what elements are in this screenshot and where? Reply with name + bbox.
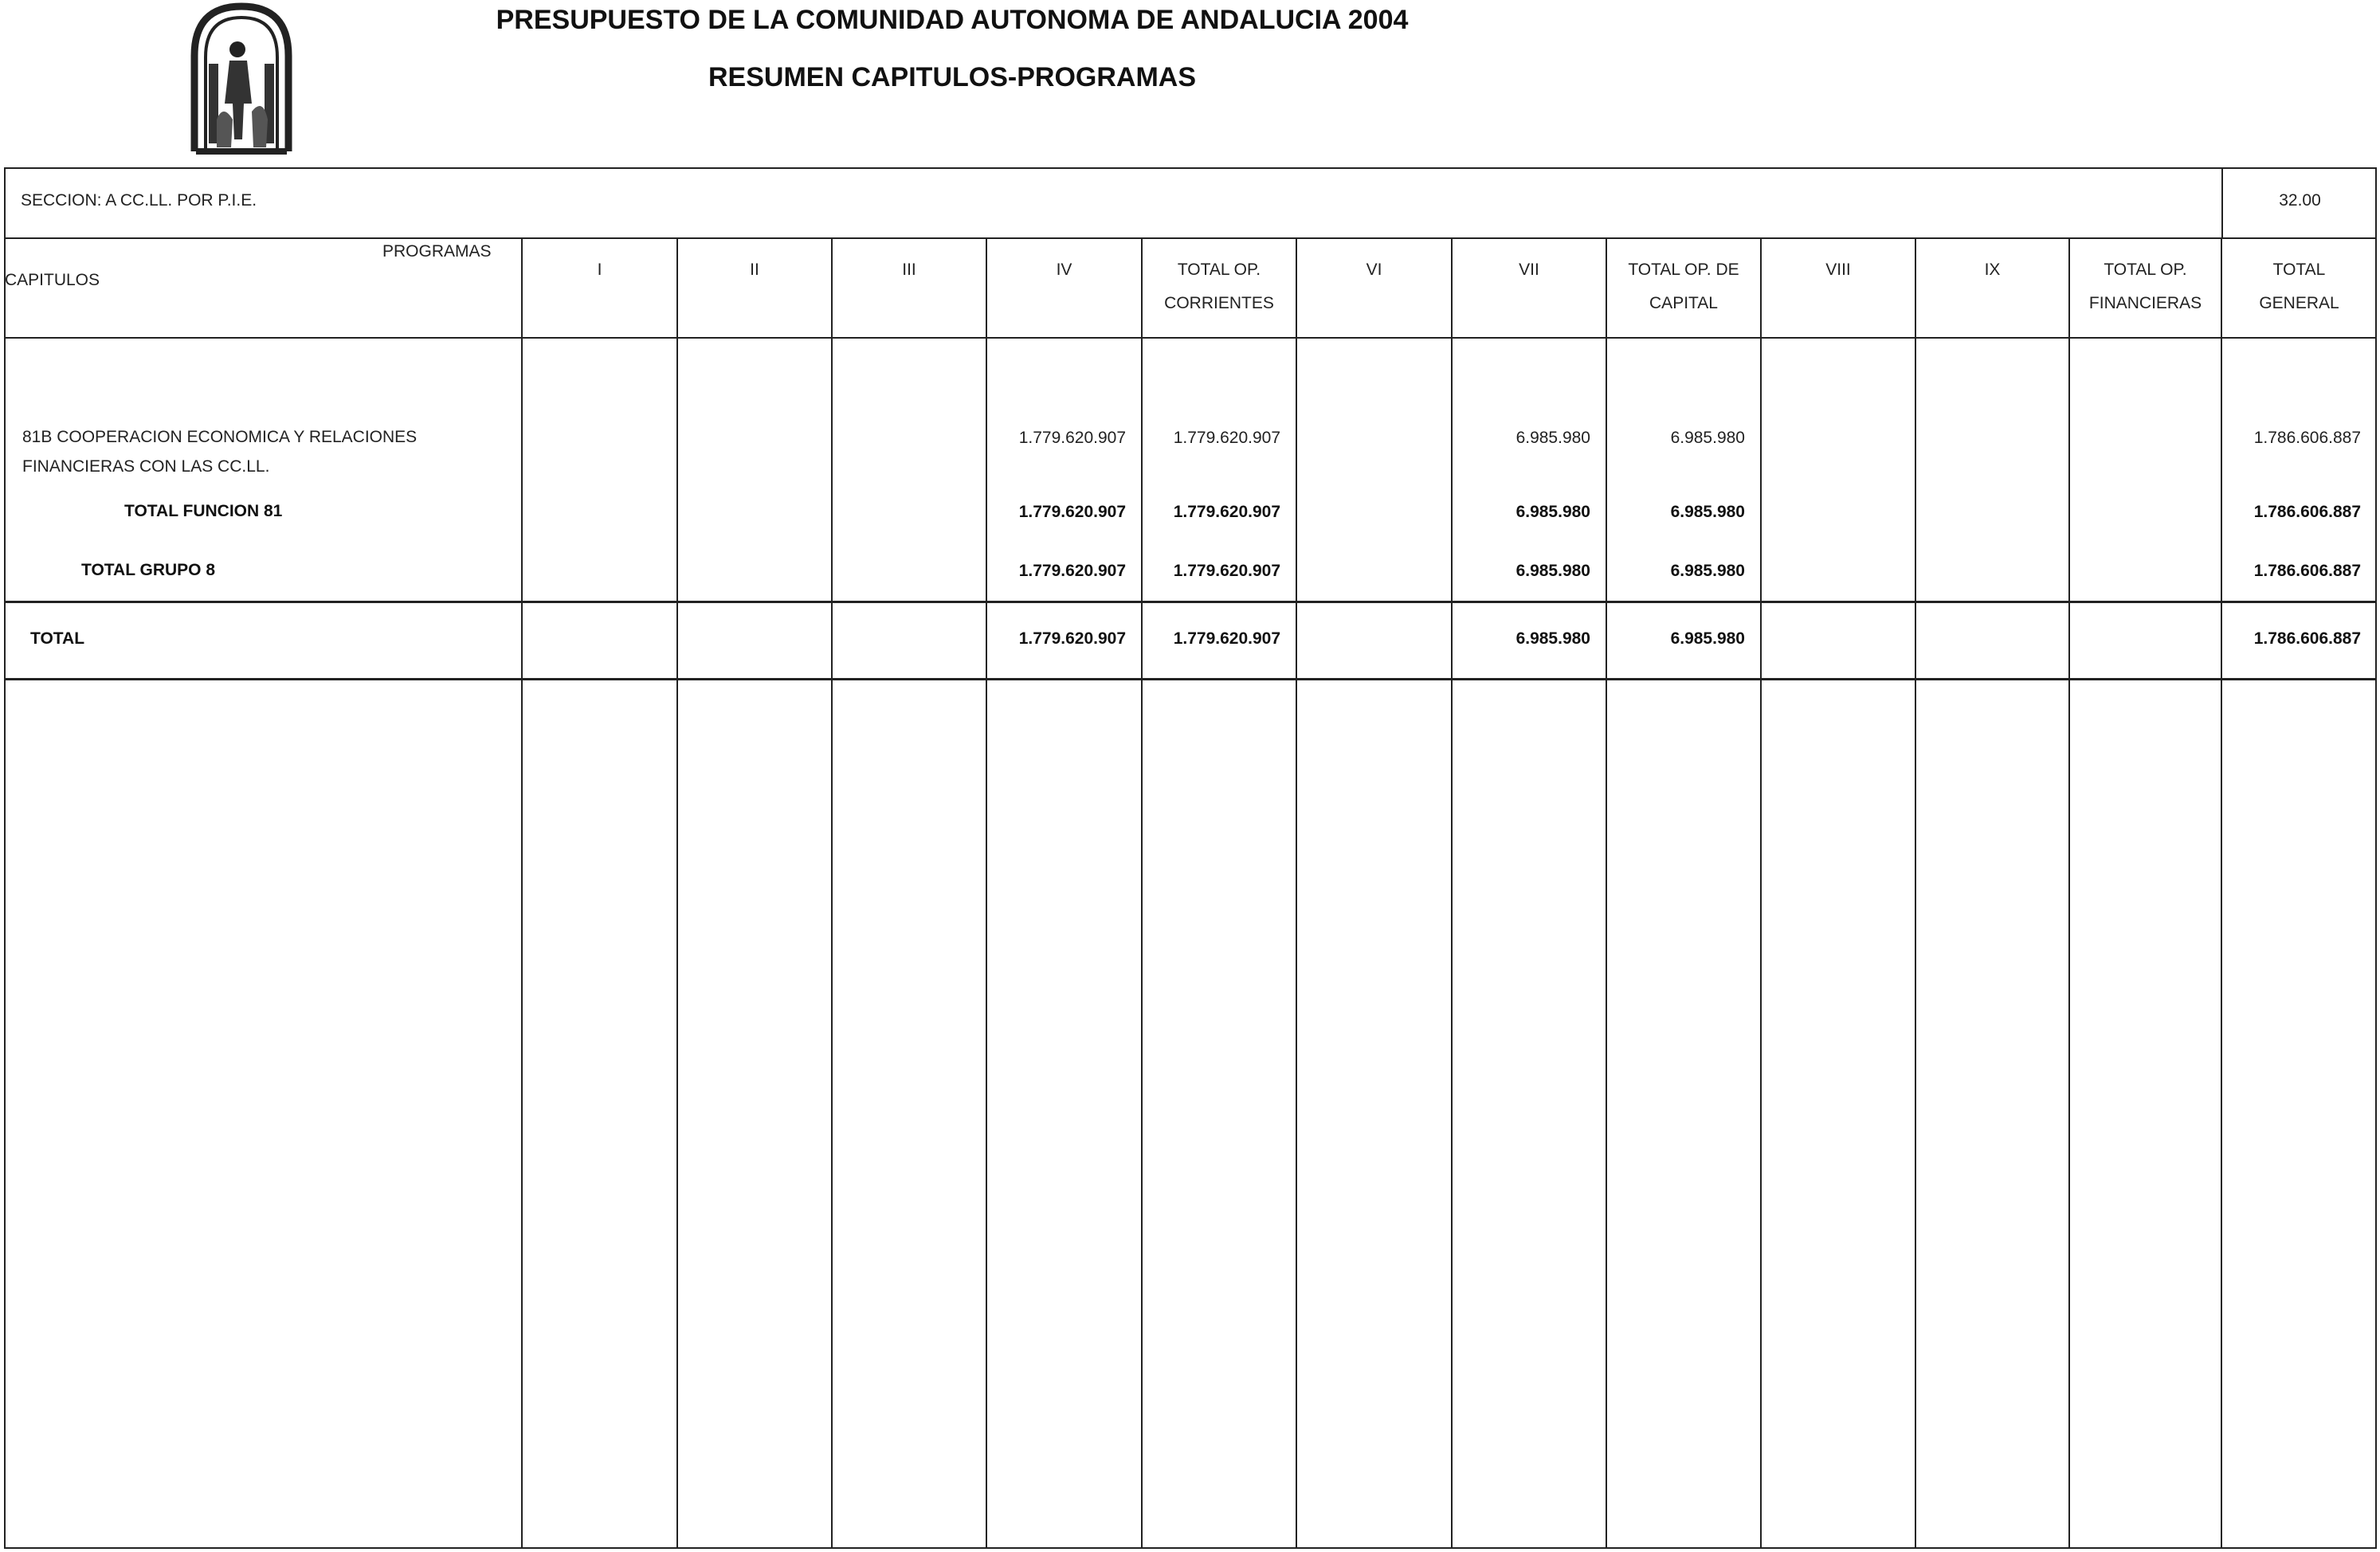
table-frame	[4, 167, 2377, 1549]
column-header	[1915, 253, 2069, 287]
section-row-divider	[4, 237, 2377, 239]
column-header-line1: TOTAL	[2272, 261, 2326, 279]
table-cell-value: 1.779.620.907	[1173, 429, 1280, 447]
column-header-line1: III	[902, 261, 916, 279]
column-header-line1: TOTAL OP.	[1177, 261, 1261, 279]
table-cell-value: 1.786.606.887	[2253, 429, 2361, 447]
table-cell-value: 1.779.620.907	[1018, 429, 1126, 447]
column-line	[521, 237, 523, 1549]
section-code: 32.00	[2279, 191, 2321, 210]
column-line	[1760, 237, 1762, 1549]
corner-capitulos-label: CAPITULOS	[5, 271, 100, 289]
total-cell-value: 1.779.620.907	[1018, 629, 1126, 648]
corner-programas-label: PROGRAMAS	[382, 242, 492, 261]
column-header	[1296, 253, 1452, 287]
column-header-line1: TOTAL OP.	[2104, 261, 2187, 279]
column-line	[1296, 237, 1297, 1549]
column-header-line2: CORRIENTES	[1164, 294, 1274, 312]
total-cell-value: 1.786.606.887	[2253, 629, 2361, 648]
column-header-line2: GENERAL	[2259, 294, 2339, 312]
total-row-top-divider	[4, 601, 2377, 603]
total-cell-value: 6.985.980	[1670, 629, 1745, 648]
column-header-line2: FINANCIERAS	[2088, 294, 2202, 312]
table-cell-value: 1.779.620.907	[1173, 503, 1280, 521]
column-header-line1: VIII	[1825, 261, 1851, 279]
column-header	[1142, 253, 1296, 320]
table-cell-value: 6.985.980	[1515, 429, 1590, 447]
column-line	[676, 237, 678, 1549]
column-header	[677, 253, 832, 287]
total-cell-value: 6.985.980	[1515, 629, 1590, 648]
table-cell-value: 6.985.980	[1515, 562, 1590, 580]
column-header-line2: CAPITAL	[1649, 294, 1718, 312]
column-header	[832, 253, 986, 287]
column-header-line1: II	[750, 261, 759, 279]
row-label-81b-line1: 81B COOPERACION ECONOMICA Y RELACIONES	[22, 428, 418, 446]
column-header	[2069, 253, 2221, 320]
table-cell-value: 6.985.980	[1670, 562, 1745, 580]
table-cell-value: 6.985.980	[1515, 503, 1590, 521]
column-line	[1915, 237, 1916, 1549]
column-header	[1606, 253, 1761, 320]
table-cell-value: 1.779.620.907	[1018, 562, 1126, 580]
total-row-bottom-divider	[4, 678, 2377, 680]
column-header-line1: TOTAL OP. DE	[1628, 261, 1739, 279]
column-header-line1: I	[597, 261, 602, 279]
page-subtitle: RESUMEN CAPITULOS-PROGRAMAS	[708, 62, 1197, 92]
row-label-81b-line2: FINANCIERAS CON LAS CC.LL.	[22, 457, 270, 476]
table-cell-value: 1.786.606.887	[2253, 503, 2361, 521]
column-line	[2068, 237, 2070, 1549]
table-cell-value: 6.985.980	[1670, 503, 1745, 521]
table-cell-value: 6.985.980	[1670, 429, 1745, 447]
row-label-total-funcion: TOTAL FUNCION 81	[124, 502, 283, 520]
total-cell-value: 1.779.620.907	[1173, 629, 1280, 648]
table-cell-value: 1.786.606.887	[2253, 562, 2361, 580]
column-header-line1: VII	[1519, 261, 1539, 279]
column-header-line1: VI	[1366, 261, 1382, 279]
header-row-divider	[4, 337, 2377, 339]
column-header	[986, 253, 1142, 287]
row-label-total-grupo: TOTAL GRUPO 8	[81, 561, 216, 579]
column-header	[1761, 253, 1915, 287]
column-header-line1: IV	[1056, 261, 1072, 279]
column-header	[2221, 253, 2377, 320]
section-label: SECCION: A CC.LL. POR P.I.E.	[21, 191, 257, 210]
table-cell-value: 1.779.620.907	[1018, 503, 1126, 521]
row-label-total: TOTAL	[30, 629, 85, 648]
column-line	[831, 237, 833, 1549]
table-cell-value: 1.779.620.907	[1173, 562, 1280, 580]
column-header	[522, 253, 677, 287]
page-title: PRESUPUESTO DE LA COMUNIDAD AUTONOMA DE ANDALUCIA 2004	[496, 5, 1409, 35]
column-header	[1452, 253, 1606, 287]
column-header-line1: IX	[1984, 261, 2001, 279]
